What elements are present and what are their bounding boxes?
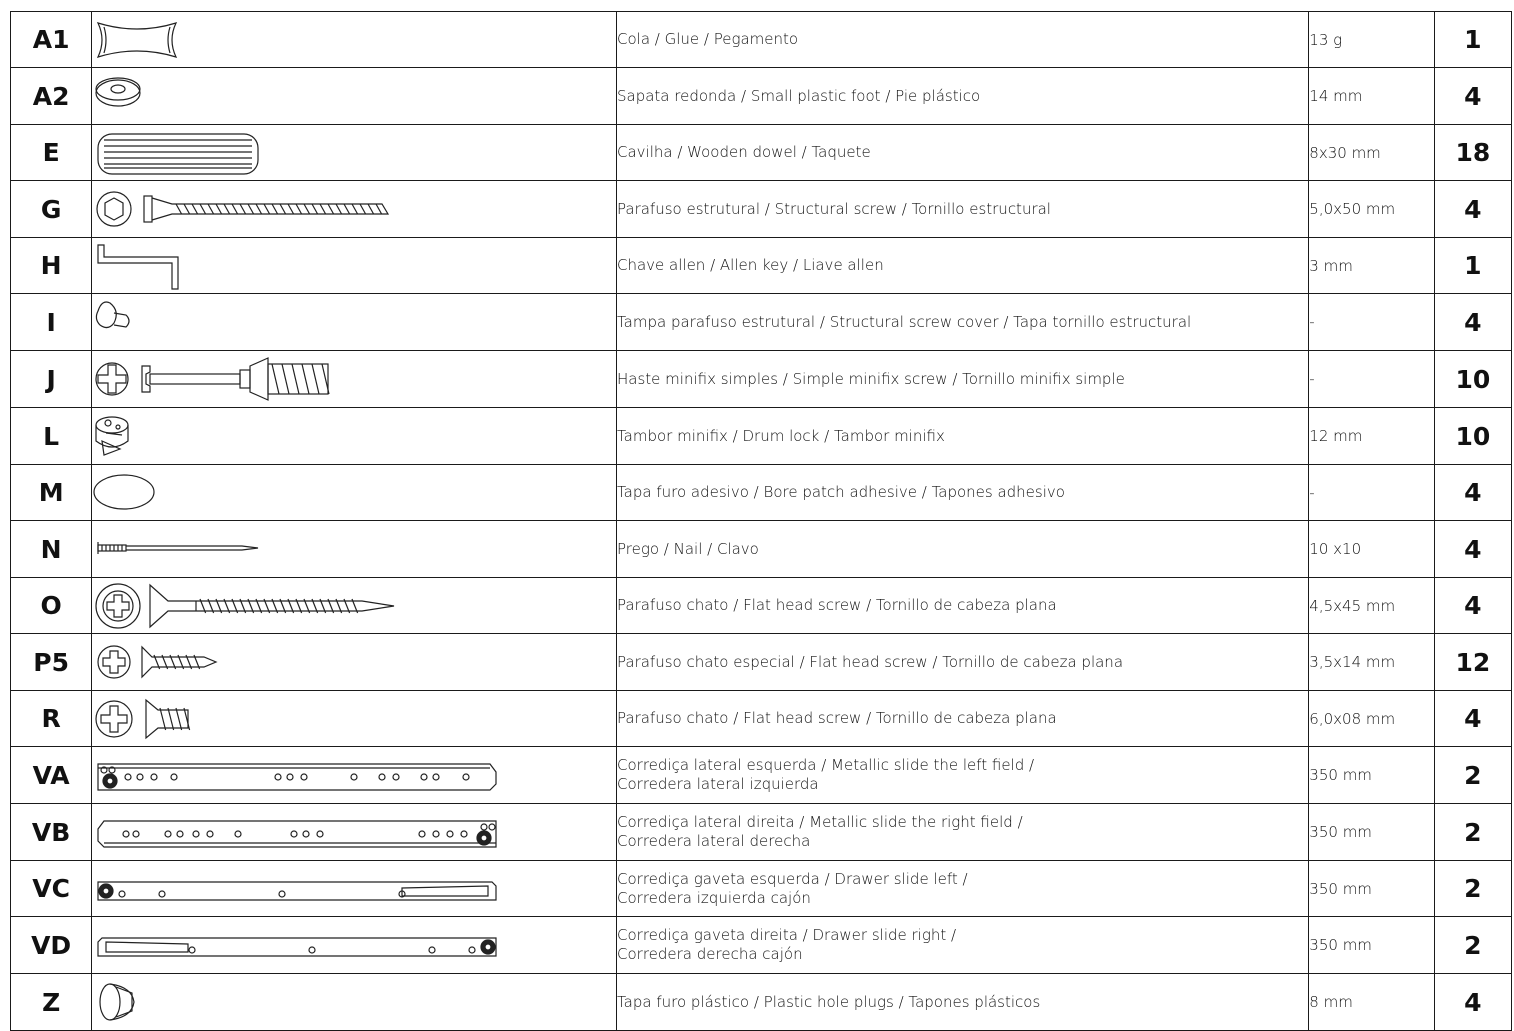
part-measure: 350 mm [1309, 917, 1434, 974]
part-description-line: Parafuso chato / Flat head screw / Tornillo de cabeza plana [617, 596, 1057, 614]
part-description-line: Corrediça gaveta esquerda / Drawer slide left / [617, 869, 968, 888]
structural-screw-icon [92, 184, 616, 234]
part-illustration-cell [92, 68, 617, 125]
part-description-line: Corredera izquierda cajón [617, 888, 811, 907]
part-description-line: Corrediça gaveta direita / Drawer slide right / [617, 926, 957, 944]
part-description [617, 974, 1309, 1031]
parts-row [11, 861, 1512, 917]
part-measure: 350 mm [1309, 747, 1434, 804]
minifix-screw-icon [92, 354, 616, 404]
part-code: VD [11, 917, 92, 974]
part-quantity: 4 [1434, 465, 1511, 521]
part-illustration-cell [92, 974, 617, 1031]
part-quantity: 2 [1434, 747, 1511, 804]
nail-icon [92, 524, 616, 574]
part-illustration-cell [92, 747, 617, 804]
part-description-line: Tambor minifix / Drum lock / Tambor minifix [617, 426, 945, 445]
part-code: VB [11, 804, 92, 861]
part-quantity: 4 [1434, 294, 1511, 351]
flat-head-screw-icon [92, 581, 616, 631]
part-description [617, 634, 1309, 691]
part-description [617, 125, 1309, 181]
part-description-line: Corredera lateral izquierda [617, 775, 819, 793]
part-illustration-cell [92, 861, 617, 917]
parts-row [11, 974, 1512, 1031]
part-description-line: Corredera derecha cajón [617, 945, 803, 963]
part-illustration-cell [92, 125, 617, 181]
parts-row [11, 408, 1512, 465]
part-measure: 4,5x45 mm [1309, 578, 1434, 634]
parts-row [11, 68, 1512, 125]
part-illustration-cell [92, 465, 617, 521]
part-quantity: 18 [1434, 125, 1511, 181]
parts-table-body [11, 12, 1512, 1031]
part-quantity: 1 [1434, 12, 1511, 68]
parts-row [11, 578, 1512, 634]
wooden-dowel-icon [92, 128, 616, 178]
part-description [617, 12, 1309, 68]
part-description-line: Chave allen / Allen key / Liave allen [617, 256, 884, 274]
parts-row [11, 125, 1512, 181]
part-description-line: Prego / Nail / Clavo [617, 539, 759, 558]
part-description [617, 238, 1309, 294]
part-code: G [11, 181, 92, 238]
part-quantity: 4 [1434, 974, 1511, 1031]
part-illustration-cell [92, 634, 617, 691]
part-description-line: Tapa furo adesivo / Bore patch adhesive / Tapones adhesivo [617, 483, 1065, 501]
part-quantity: 10 [1434, 351, 1511, 408]
part-illustration-cell [92, 238, 617, 294]
part-measure: 14 mm [1309, 68, 1434, 125]
stub-flat-head-screw-icon [92, 694, 616, 744]
parts-row [11, 521, 1512, 578]
part-illustration-cell [92, 181, 617, 238]
part-measure: 6,0x08 mm [1309, 691, 1434, 747]
part-code: P5 [11, 634, 92, 691]
part-illustration-cell [92, 351, 617, 408]
left-drawer-slide-icon [92, 864, 616, 914]
part-quantity: 2 [1434, 917, 1511, 974]
part-description-line: Cavilha / Wooden dowel / Taquete [617, 143, 871, 161]
part-code: O [11, 578, 92, 634]
part-description-line: Corredera lateral derecha [617, 832, 811, 850]
hole-plug-icon [92, 977, 616, 1027]
part-description [617, 351, 1309, 408]
part-description [617, 578, 1309, 634]
part-quantity: 1 [1434, 238, 1511, 294]
part-quantity: 12 [1434, 634, 1511, 691]
part-code: R [11, 691, 92, 747]
right-drawer-slide-icon [92, 920, 616, 970]
part-description-line: Parafuso estrutural / Structural screw / Tornillo estructural [617, 199, 1051, 218]
part-illustration-cell [92, 578, 617, 634]
parts-row [11, 917, 1512, 974]
parts-row [11, 351, 1512, 408]
part-measure: 8 mm [1309, 974, 1434, 1031]
part-description [617, 408, 1309, 465]
part-measure: 8x30 mm [1309, 125, 1434, 181]
part-code: I [11, 294, 92, 351]
parts-table [10, 11, 1512, 1031]
part-code: E [11, 125, 92, 181]
part-measure: 13 g [1309, 12, 1434, 68]
part-measure: 350 mm [1309, 804, 1434, 861]
part-quantity: 4 [1434, 181, 1511, 238]
part-illustration-cell [92, 294, 617, 351]
part-description [617, 747, 1309, 804]
parts-row [11, 804, 1512, 861]
part-measure: 350 mm [1309, 861, 1434, 917]
parts-row [11, 747, 1512, 804]
parts-row [11, 12, 1512, 68]
part-description-line: Corrediça lateral direita / Metallic slide the right field / [617, 813, 1023, 831]
part-illustration-cell [92, 917, 617, 974]
part-description-line: Sapata redonda / Small plastic foot / Pie plástico [617, 86, 981, 105]
part-quantity: 4 [1434, 578, 1511, 634]
part-description-line: Tampa parafuso estrutural / Structural screw cover / Tapa tornillo estructural [617, 312, 1192, 331]
short-flat-head-screw-icon [92, 637, 616, 687]
part-quantity: 4 [1434, 691, 1511, 747]
left-metal-slide-icon [92, 750, 616, 800]
part-description-line: Tapa furo plástico / Plastic hole plugs / Tapones plásticos [617, 992, 1041, 1011]
part-code: L [11, 408, 92, 465]
part-quantity: 2 [1434, 861, 1511, 917]
part-measure: - [1309, 351, 1434, 408]
part-code: M [11, 465, 92, 521]
part-code: VA [11, 747, 92, 804]
part-description [617, 804, 1309, 861]
part-quantity: 2 [1434, 804, 1511, 861]
part-description-line: Parafuso chato / Flat head screw / Tornillo de cabeza plana [617, 709, 1057, 727]
parts-row [11, 238, 1512, 294]
allen-key-icon [92, 241, 616, 291]
part-description [617, 68, 1309, 125]
part-measure: - [1309, 465, 1434, 521]
parts-row [11, 465, 1512, 521]
part-code: H [11, 238, 92, 294]
part-code: A2 [11, 68, 92, 125]
parts-row [11, 181, 1512, 238]
part-code: A1 [11, 12, 92, 68]
part-quantity: 4 [1434, 521, 1511, 578]
part-description [617, 294, 1309, 351]
part-measure: - [1309, 294, 1434, 351]
part-measure: 12 mm [1309, 408, 1434, 465]
part-description [617, 691, 1309, 747]
part-measure: 3 mm [1309, 238, 1434, 294]
parts-row [11, 634, 1512, 691]
part-illustration-cell [92, 804, 617, 861]
part-quantity: 4 [1434, 68, 1511, 125]
part-description-line: Haste minifix simples / Simple minifix screw / Tornillo minifix simple [617, 369, 1125, 388]
part-description [617, 917, 1309, 974]
part-code: J [11, 351, 92, 408]
part-description [617, 861, 1309, 917]
part-code: Z [11, 974, 92, 1031]
glue-tube-icon [92, 15, 616, 65]
part-measure: 3,5x14 mm [1309, 634, 1434, 691]
part-code: VC [11, 861, 92, 917]
part-measure: 5,0x50 mm [1309, 181, 1434, 238]
part-measure: 10 x10 [1309, 521, 1434, 578]
adhesive-patch-icon [92, 468, 616, 518]
drum-lock-icon [92, 411, 616, 461]
part-illustration-cell [92, 12, 617, 68]
part-description [617, 465, 1309, 521]
part-description-line: Parafuso chato especial / Flat head screw / Tornillo de cabeza plana [617, 652, 1124, 671]
part-description [617, 521, 1309, 578]
part-quantity: 10 [1434, 408, 1511, 465]
screw-cover-icon [92, 297, 616, 347]
part-illustration-cell [92, 521, 617, 578]
right-metal-slide-icon [92, 807, 616, 857]
part-description-line: Cola / Glue / Pegamento [617, 30, 799, 48]
parts-row [11, 294, 1512, 351]
part-code: N [11, 521, 92, 578]
plastic-foot-icon [92, 71, 616, 121]
part-illustration-cell [92, 691, 617, 747]
part-illustration-cell [92, 408, 617, 465]
part-description-line: Corrediça lateral esquerda / Metallic slide the left field / [617, 756, 1035, 774]
parts-row [11, 691, 1512, 747]
part-description [617, 181, 1309, 238]
